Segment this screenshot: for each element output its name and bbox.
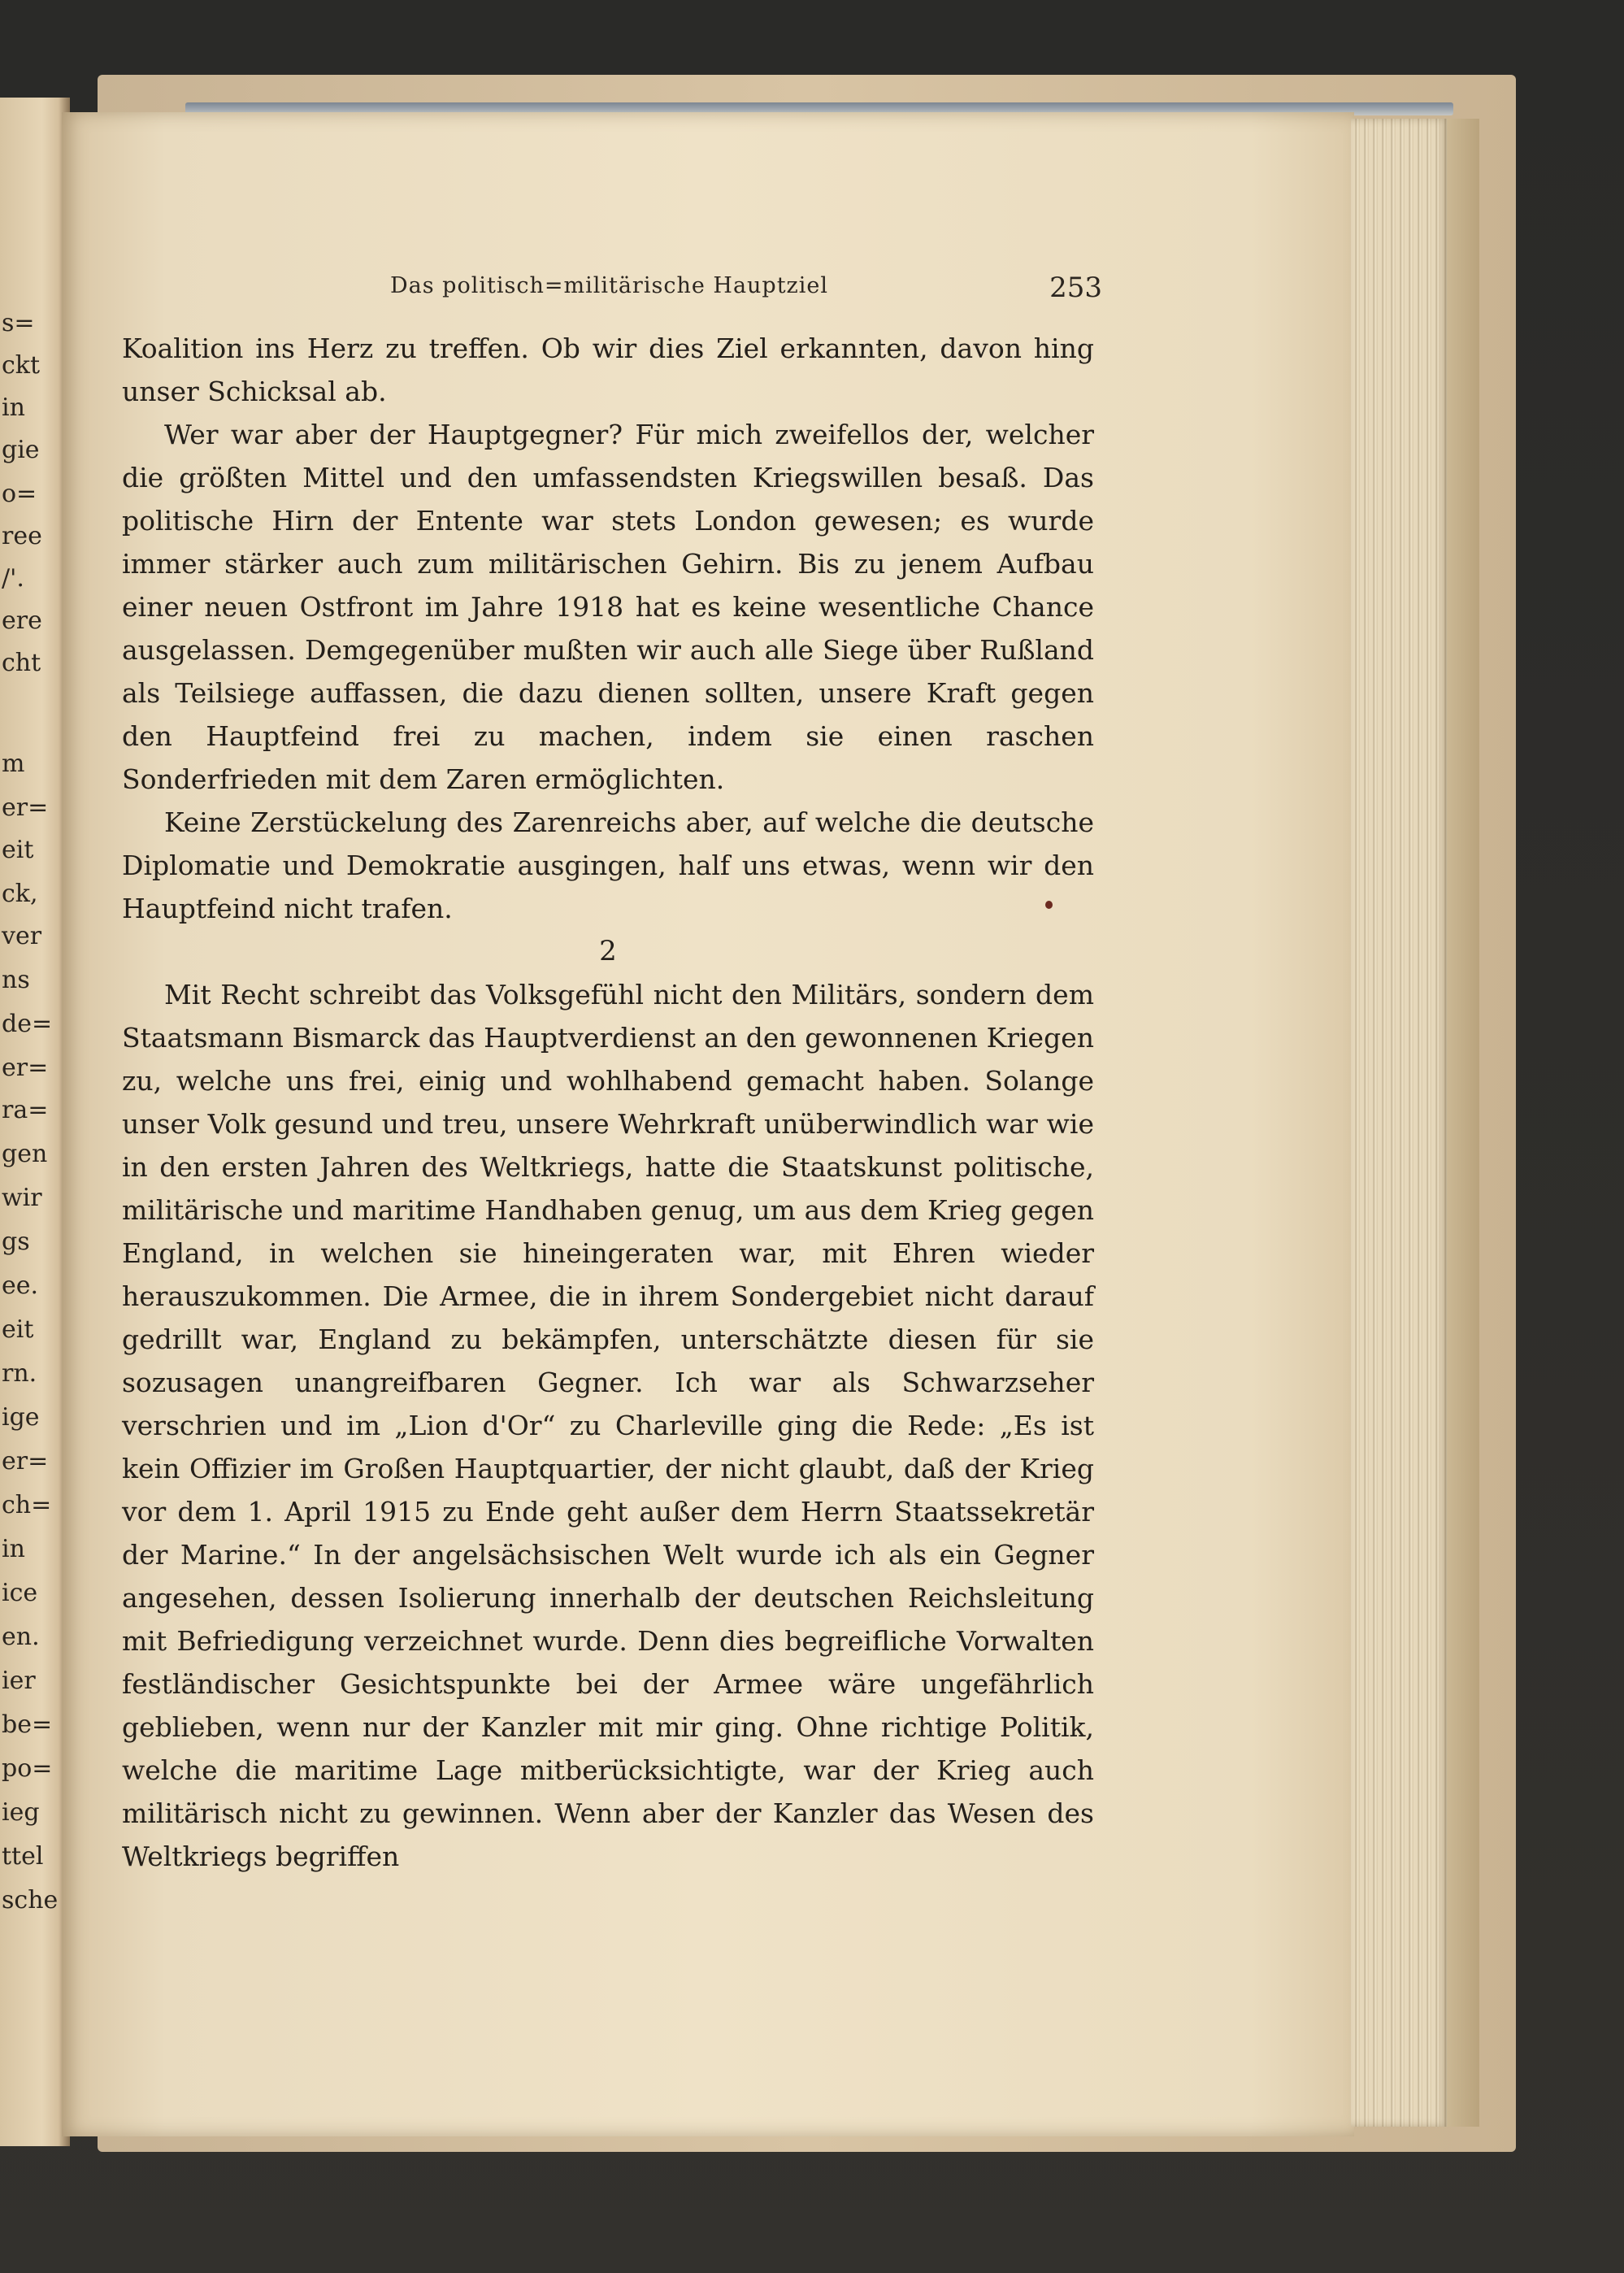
left-fragment: rn. <box>2 1359 37 1388</box>
left-fragment: ige <box>2 1403 40 1432</box>
left-fragment: gen <box>2 1140 48 1168</box>
section-number: 2 <box>599 935 617 967</box>
left-fragment: ice <box>2 1579 38 1607</box>
left-fragment: er= <box>2 793 49 822</box>
left-fragment: in <box>2 393 25 422</box>
left-fragment: ier <box>2 1667 36 1695</box>
paragraph: Wer war aber der Hauptgegner? Für mich zweifellos der, welcher die größten Mittel und den umfassendsten Kriegswillen besaß. Das politische Hirn der Entente war stets London gewesen; es wurde immer stärker auch zum militärischen Gehirn. Bis zu jenem Aufbau einer neuen Ostfront im Jahre 1918 hat es keine wesentliche Chance ausgelassen. Demgegenüber mußten wir auch alle Siege über Rußland als Teilsiege auffassen, die dazu dienen sollten, unsere Kraft gegen den Hauptfeind frei zu machen, indem sie einen raschen Sonderfrieden mit dem Zaren ermöglichten. <box>122 419 1094 795</box>
left-fragment: ttel <box>2 1842 44 1871</box>
left-fragment: s= <box>2 309 35 337</box>
ink-spot <box>1045 901 1053 909</box>
running-head: Das politisch=militärische Hauptziel <box>390 273 829 298</box>
left-fragment: ver <box>2 922 42 950</box>
left-fragment: sche <box>2 1886 59 1914</box>
body-text <box>122 327 1094 1878</box>
left-fragment: ckt <box>2 351 41 380</box>
page-fore-edge <box>1351 119 1448 2127</box>
paragraph: Mit Recht schreibt das Volksgefühl nicht den Militärs, sondern dem Staatsmann Bismarck das Hauptverdienst an den gewonnenen Kriegen zu, welche uns frei, einig und wohlhabend gemacht haben. Solange unser Volk gesund und treu, unsere Wehrkraft unüberwindlich war wie in den ersten Jahren des Weltkriegs, hatte die Staatskunst politische, militärische und maritime Handhaben genug, um aus dem Krieg gegen England, in welchen sie hineingeraten war, mit Ehren wieder herauszukommen. Die Armee, die in ihrem Sondergebiet nicht darauf gedrillt war, England zu bekämpfen, unterschätzte diesen für sie sozusagen unangreifbaren Gegner. Ich war als Schwarzseher verschrien und im „Lion d'Or“ zu Charleville ging die Rede: „Es ist kein Offizier im Großen Hauptquartier, der nicht glaubt, daß der Krieg vor dem 1. April 1915 zu Ende geht außer dem Herrn Staatssekretär der Marine.“ In der angelsächsischen Welt wurde ich als ein Gegner angesehen, dessen Isolierung innerhalb der deutschen Reichsleitung mit Befriedigung verzeichnet wurde. Denn dies begreifliche Vorwalten festländischer Gesichtspunkte bei der Armee wäre ungefährlich geblieben, wenn nur der Kanzler mit mir ging. Ohne richtige Politik, welche die maritime Lage mitberücksichtigte, war der Krieg auch militärisch nicht zu gewinnen. Wenn aber der Kanzler das Wesen des Weltkriegs begriffen <box>122 979 1094 1872</box>
page-number: 253 <box>1049 272 1102 304</box>
left-fragment: er= <box>2 1447 49 1475</box>
left-fragment: o= <box>2 480 37 508</box>
left-fragment: ns <box>2 966 30 994</box>
left-fragment: wir <box>2 1184 42 1212</box>
left-fragment: ra= <box>2 1096 49 1124</box>
left-fragment: gs <box>2 1228 30 1256</box>
left-fragment: /'. <box>2 564 24 593</box>
left-fragment: de= <box>2 1010 53 1038</box>
cover-edge <box>1447 119 1479 2127</box>
left-fragment: be= <box>2 1710 53 1739</box>
left-fragment: gie <box>2 436 40 464</box>
left-fragment: ch= <box>2 1491 52 1519</box>
left-fragment: er= <box>2 1054 49 1082</box>
left-fragment: ck, <box>2 880 38 908</box>
left-fragment: eit <box>2 1315 34 1344</box>
left-fragment: ere <box>2 606 42 635</box>
left-fragment: ieg <box>2 1798 40 1827</box>
paragraph: Koalition ins Herz zu treffen. Ob wir dies Ziel erkannten, davon hing unser Schicksal ab. <box>122 332 1094 407</box>
left-fragment: cht <box>2 649 41 677</box>
facing-page-left <box>0 98 70 2146</box>
paragraph: Keine Zerstückelung des Zarenreichs aber, auf welche die deutsche Diplomatie und Demokratie ausgingen, half uns etwas, wenn wir den Hauptfeind nicht trafen. <box>122 806 1094 924</box>
left-fragment: po= <box>2 1754 53 1783</box>
left-fragment: ee. <box>2 1271 39 1300</box>
left-fragment: en. <box>2 1623 40 1651</box>
left-fragment: in <box>2 1535 25 1563</box>
left-fragment: ree <box>2 522 42 550</box>
left-fragment: eit <box>2 836 34 864</box>
left-fragment: m <box>2 750 25 778</box>
